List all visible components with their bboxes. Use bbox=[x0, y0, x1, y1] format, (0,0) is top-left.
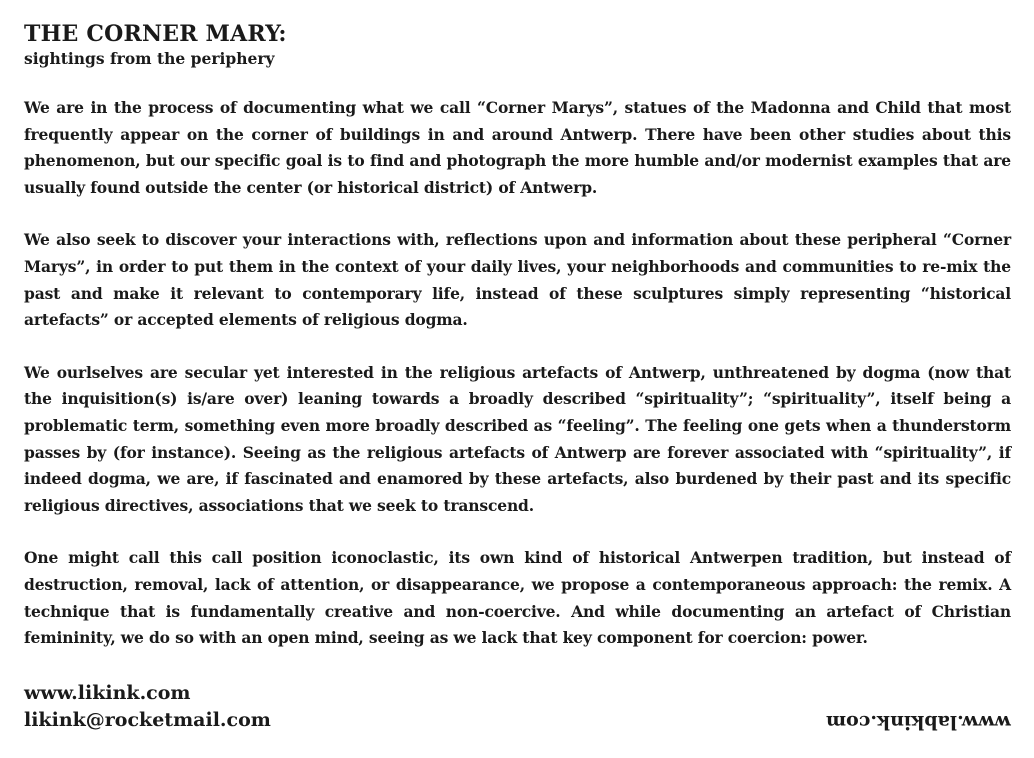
email-link[interactable]: likink@rocketmail.com bbox=[24, 709, 271, 731]
paragraph-2: We also seek to discover your interactions with, reflections upon and information about these peripheral “Corner Marys”, in order to put them in the context of your daily lives, your neighborhoods and communities to re-mix the past and make it relevant to contemporary life, instead of these sculptures simply representing “historical artefacts” or accepted elements of religious dogma. bbox=[24, 230, 1011, 330]
contact-block bbox=[24, 680, 271, 734]
paragraph-3: We ourlselves are secular yet interested in the religious artefacts of Antwerp, unthreatened by dogma (now that the inquisition(s) is/are over) leaning towards a broadly described “spirituality”; “spirituality”, itself being a problematic term, something even more broadly described as “feeling”. The feeling one gets when a thunderstorm passes by (for instance). Seeing as the religious artefacts of Antwerp are forever associated with “spirituality”, if indeed dogma, we are, if fascinated and enamored by these artefacts, also burdened by their past and its specific religious directives, associations that we seek to transcend. bbox=[24, 362, 1011, 515]
paragraph-4: One might call this call position iconoclastic, its own kind of historical Antwerpen tradition, but instead of destruction, removal, lack of attention, or disappearance, we propose a contemporaneous approach: the remix. A technique that is fundamentally creative and non-coercive. And while documenting an artefact of Christian femininity, we do so with an open mind, seeing as we lack that key component for coercion: power. bbox=[24, 548, 1011, 648]
document-body bbox=[24, 20, 1011, 652]
website-link[interactable]: www.likink.com bbox=[24, 682, 191, 704]
upside-down-website: www.labkink.com bbox=[826, 711, 1011, 733]
paragraph-1: We are in the process of documenting what we call “Corner Marys”, statues of the Madonna and Child that most frequently appear on the corner of buildings in and around Antwerp. There have been other studies about this phenomenon, but our specific goal is to find and photograph the more humble and/or modernist examples that are usually found outside the center (or historical district) of Antwerp. bbox=[24, 98, 1011, 197]
document-subtitle: sightings from the periphery bbox=[24, 49, 275, 68]
document-title: THE CORNER MARY: bbox=[24, 21, 287, 47]
